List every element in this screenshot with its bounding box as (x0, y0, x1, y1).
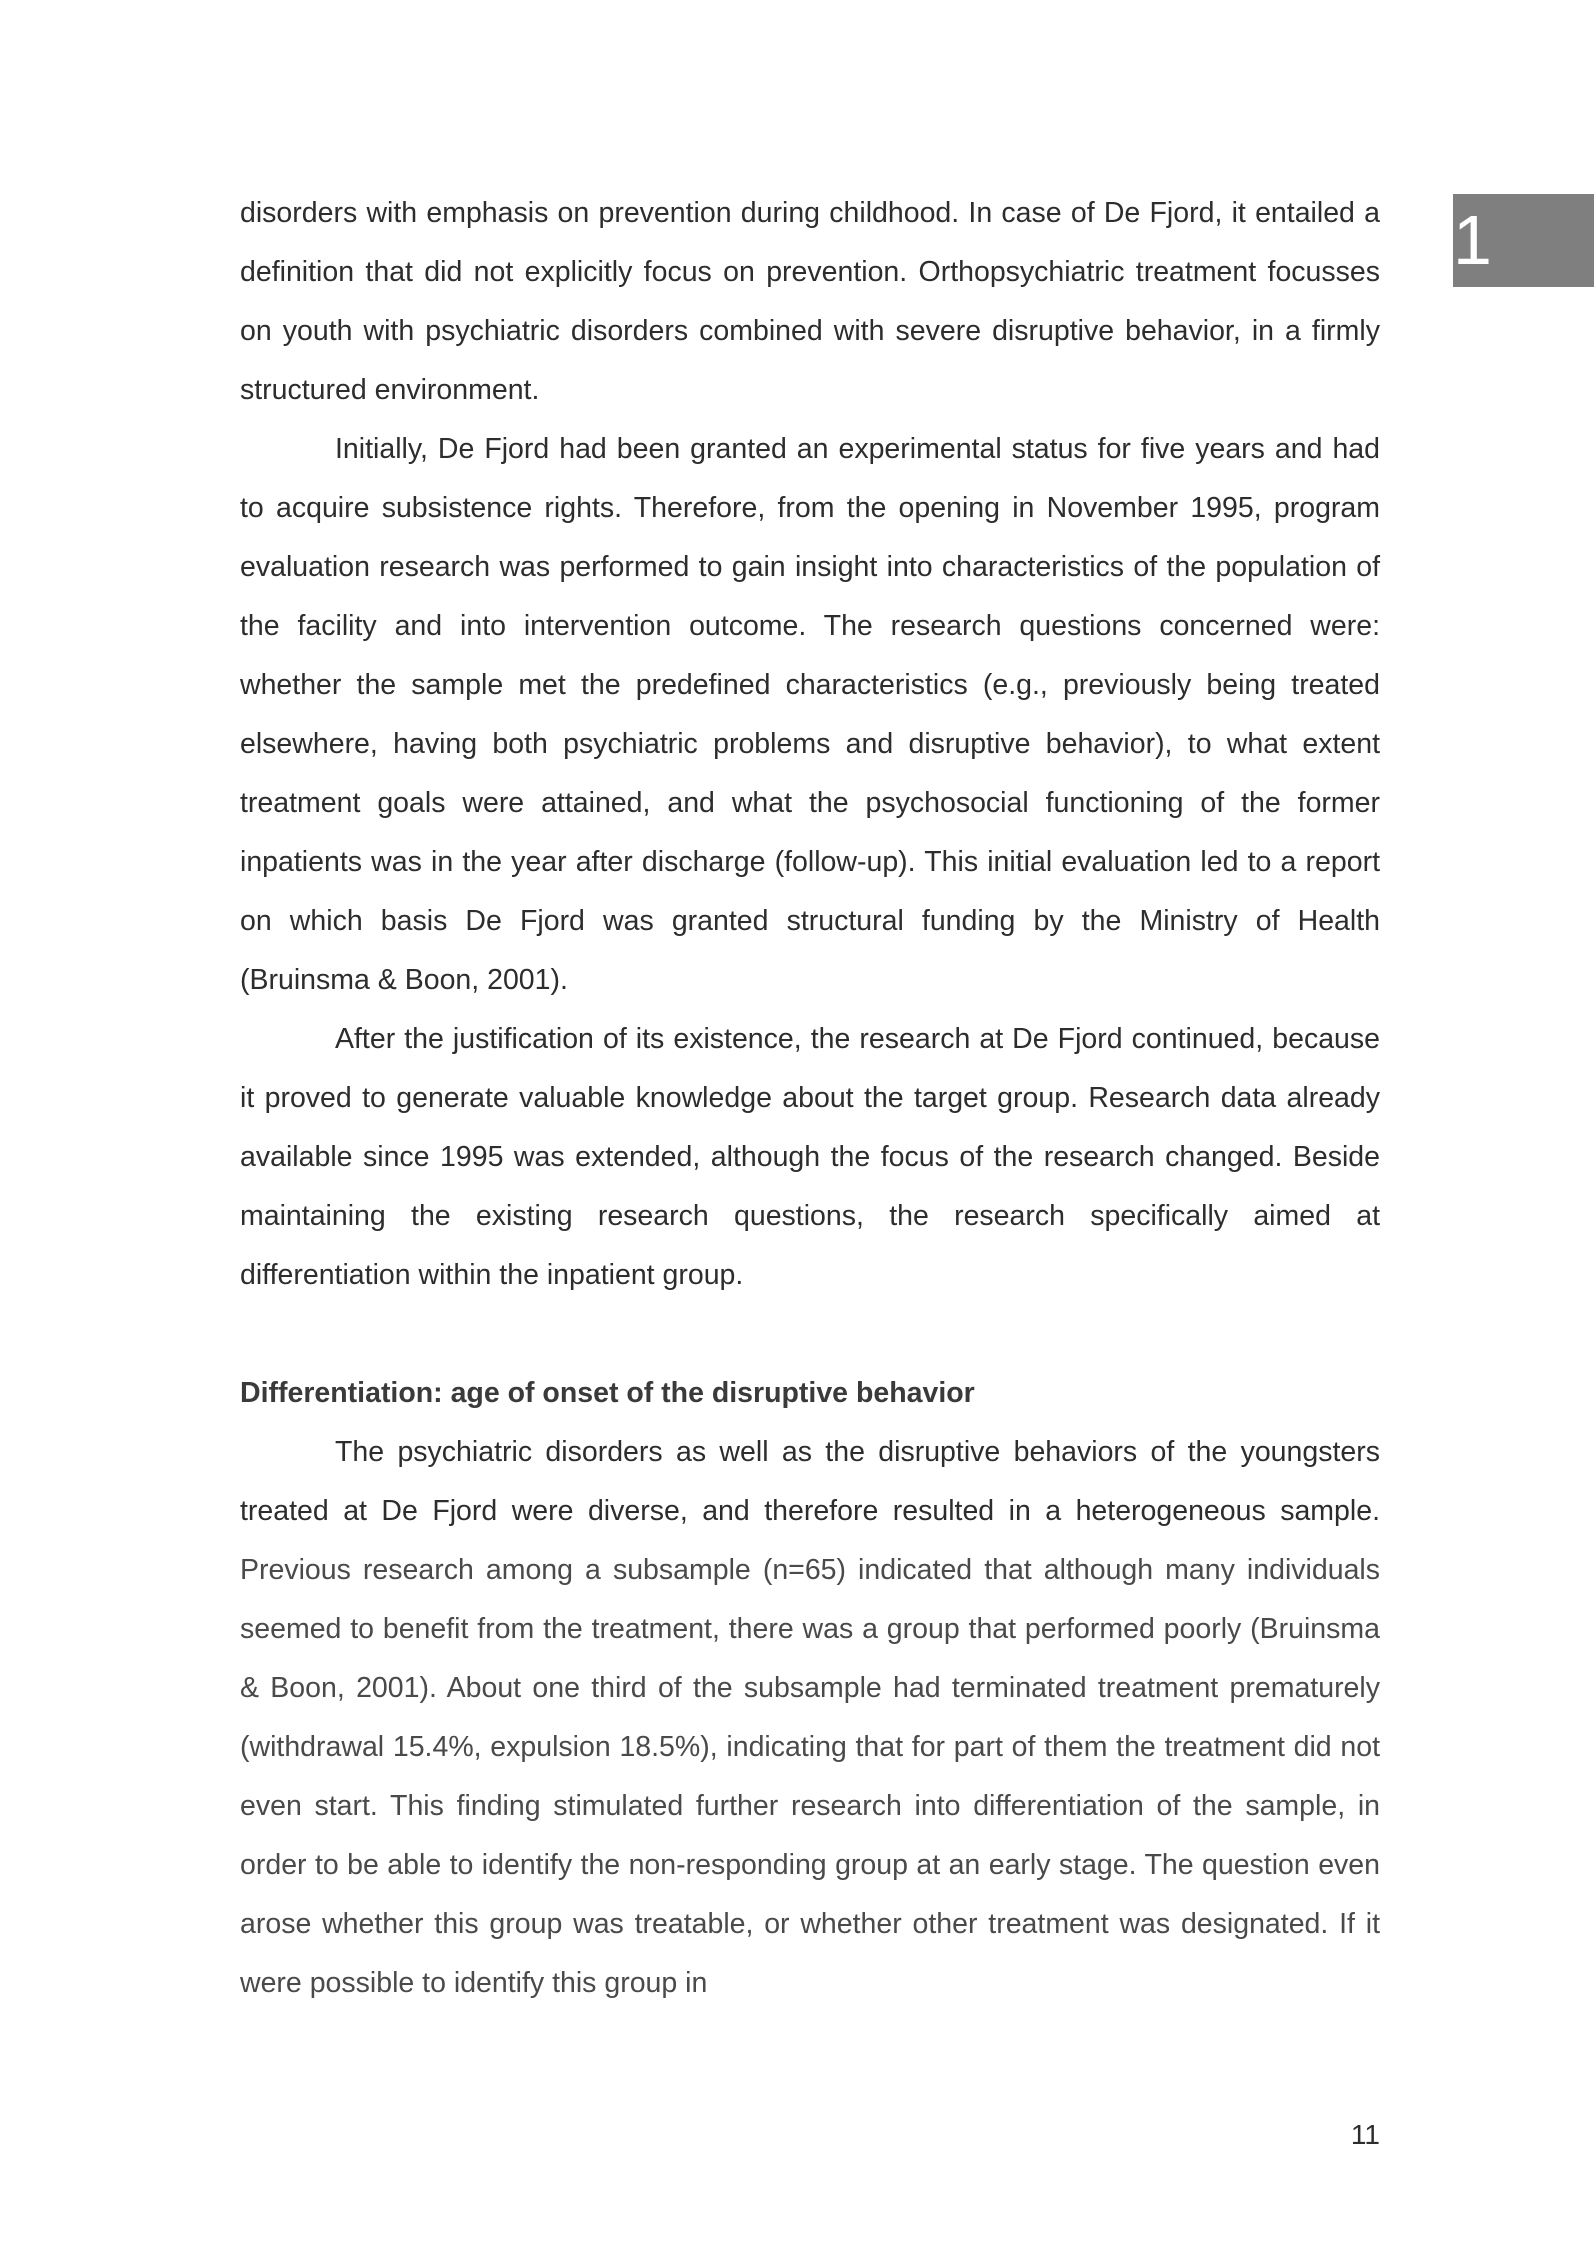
body-text (240, 184, 1380, 2013)
paragraph-differentiation-part1: The psychiatric disorders as well as the disruptive behaviors of the youngsters treated at De Fjord were diverse, and therefore resulted in a heterogeneous sample. (240, 1436, 1380, 1527)
paragraph-research-continued: After the justification of its existence, the research at De Fjord continued, because it proved to generate valuable knowledge about the target group. Research data already available since 1995 was extended, although the focus of the research changed. Beside maintaining the existing research questions, the research specifically aimed at differentiation within the inpatient group. (240, 1023, 1380, 1291)
page-number: 11 (1350, 2119, 1380, 2150)
paragraph-differentiation-part2: Previous research among a subsample (n=65) indicated that although many individuals seemed to benefit from the treatment, there was a group that performed poorly (Bruinsma & Boon, 2001). About one third of the subsample had terminated treatment prematurely (withdrawal 15.4%, expulsion 18.5%), indicating that for part of them the treatment did not even start. This finding stimulated further research into differentiation of the sample, in order to be able to identify the non-responding group at an early stage. The question even arose whether this group was treatable, or whether other treatment was designated. If it were possible to identify this group in (240, 1554, 1380, 1999)
section-spacer (240, 1305, 1380, 1364)
paragraph-initial-evaluation: Initially, De Fjord had been granted an experimental status for five years and had to acquire subsistence rights. Therefore, from the opening in November 1995, program evaluation research was performed to gain insight into characteristics of the population of the facility and into intervention outcome. The research questions concerned were: whether the sample met the predefined characteristics (e.g., previously being treated elsewhere, having both psychiatric problems and disruptive behavior), to what extent treatment goals were attained, and what the psychosocial functioning of the former inpatients was in the year after discharge (follow-up). This initial evaluation led to a report on which basis De Fjord was granted structural funding by the Ministry of Health (Bruinsma & Boon, 2001). (240, 433, 1380, 996)
chapter-tab (1453, 194, 1594, 287)
paragraph-differentiation (240, 1423, 1380, 2013)
chapter-number: 1 (1453, 201, 1492, 279)
section-heading: Differentiation: age of onset of the disruptive behavior (240, 1377, 975, 1409)
paragraph-continuation: disorders with emphasis on prevention during childhood. In case of De Fjord, it entailed a definition that did not explicitly focus on prevention. Orthopsychiatric treatment focusses on youth with psychiatric disorders combined with severe disruptive behavior, in a firmly structured environment. (240, 197, 1380, 406)
